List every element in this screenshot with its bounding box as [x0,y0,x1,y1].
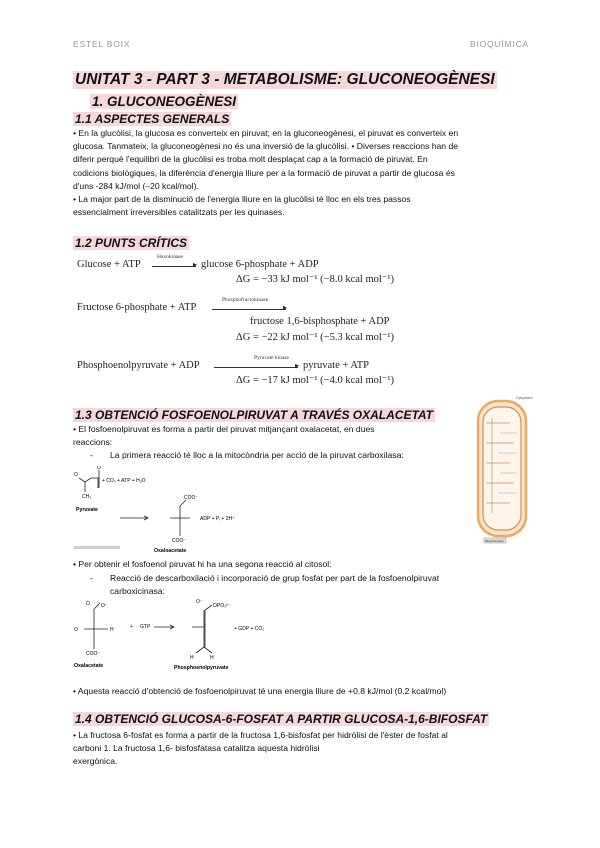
text-line: carboni 1. La fructosa 1,6- bisfosfatasa catalitza aquesta hidròlisi [73,743,320,754]
text-line: carboxicinasa: [110,586,165,597]
pyruvate-carboxylase-scheme [74,466,294,556]
atom-label: COO⁻ [184,495,199,501]
paragraph-citosol [73,558,525,571]
oxalacetate-structure [84,603,108,649]
reaction-2-right: fructose 1,6-bisphosphate + ADP [250,316,390,327]
mito-inner-membrane [483,407,521,530]
atom-label: O⁻ [101,603,108,609]
reaction-3-right: pyruvate + ATP [303,360,369,371]
scheme2-pep-label: Phosphoenolpyruvate [174,665,229,671]
text-line: essencialment irreversibles catalitzats per les quinases. [73,207,285,218]
pepck-scheme [74,597,314,677]
reaction-3-dg: ΔG = −17 kJ mol⁻¹ (−4.0 kcal mol⁻¹) [236,375,394,386]
atom-label: CH₃ [82,494,92,500]
subsection-1-1-title: 1.1 ASPECTES GENERALS [75,112,230,126]
pyruvate-structure [79,470,99,492]
atom-label: O [97,466,101,471]
scheme2-gtp: GTP [140,624,151,630]
oxaloacetate-structure [170,500,190,536]
atom-label: O⁻ [196,599,203,605]
page-title: UNITAT 3 - PART 3 - METABOLISME: GLUCONEOGÈNESI [75,71,495,88]
paragraph-glucosa-6-fosfat [73,729,533,769]
subsection-1-2-title: 1.2 PUNTS CRÍTICS [75,236,188,250]
paragraph-aspectes-generals [73,127,525,219]
atom-label: COO⁻ [86,651,101,657]
atom-label: + [130,624,133,630]
atom-label: OPO₃²⁻ [213,603,231,609]
reaction-3-enzyme: Pyruvate kinase [254,355,289,361]
paragraph-obtencio-fep [73,423,453,449]
reaction-1-enzyme: Hexokinase [157,254,183,260]
figure-credit [74,546,120,549]
atom-label: H [190,655,194,661]
scheme1-oxaloacetate-label: Oxaloacetate [154,548,187,554]
reaction-2-left: Fructose 6-phosphate + ATP [77,302,197,313]
paragraph-energia-lliure [73,685,543,698]
text-line: • Aquesta reacció d'obtenció de fosfoenolpiruvat té una energia lliure de +0.8 kJ/mol (0.2 kcal/mol) [73,686,447,696]
arrowhead-icon: ▸ [295,361,300,370]
scheme1-pyruvate-label: Pyruvate [76,507,98,513]
reaction-2-enzyme: Phosphofructokinase [222,297,269,303]
scheme1-reagents: + CO₂ + ATP + H₂O [102,478,146,484]
list-item-descarboxilacio [110,572,520,598]
reaction-arrow [212,309,286,310]
text-line: Reacció de descarboxilació i incorporació de grup fosfat per part de la fosfoenolpiruvat [110,573,440,583]
scheme1-products: ADP + Pᵢ + 2H⁺ [200,516,235,522]
text-line: reaccions: [73,437,113,448]
section-title: 1. GLUCONEOGÈNESI [92,94,237,109]
text-line: • El fosfoenolpiruvat es forma a partir del piruvat mitjançant oxalacetat, en dues [73,424,375,434]
reaction-arrow [214,367,298,368]
text-line: exergònica. [73,756,118,767]
list-dash: - [90,573,93,583]
atom-label: H [210,655,214,661]
scheme2-products: + GDP + CO₂ [234,626,265,632]
text-line: codicions biològiques, la diferència d'energia lliure per a la formació de piruvat a partir de glucosa és [73,167,455,178]
atom-label: COO⁻ [172,538,187,544]
list-item-reaccio-mitocondria: La primera reacció té lloc a la mitocòndria per acció de la piruvat carboxilasa: [110,450,404,460]
atom-label: O [74,627,78,633]
mitochondrion-label: Mitochondrion [485,539,504,543]
phosphoenolpyruvate-structure [192,605,212,653]
arrowhead-icon: ▸ [193,260,198,269]
header-author: ESTEL BOIX [73,39,131,49]
reaction-1-right: glucose 6-phosphate + ADP [201,259,319,270]
atom-label: O [74,472,78,478]
atom-label: O [86,601,90,607]
reaction-1-left: Glucose + ATP [77,259,141,270]
scheme2-oxalacetate-label: Oxalacetate [74,663,104,669]
subsection-1-4-title: 1.4 OBTENCIÓ GLUCOSA-6-FOSFAT A PARTIR GLUCOSA-1,6-BIFOSFAT [75,712,488,726]
text-line: • Per obtenir el fosfoenol piruvat hi ha una segona reacció al citosol: [73,559,332,569]
reaction-1-dg: ΔG = −33 kJ mol⁻¹ (−8.0 kcal mol⁻¹) [236,274,394,285]
text-line: • En la glucòlisi, la glucosa es converteix en piruvat; en la gluconeogènesi, el piruvat es converteix en [73,128,459,138]
reaction-arrow [152,266,196,267]
text-line: d'uns -284 kJ/mol (–20 kcal/mol). [73,180,199,191]
atom-label: H [110,627,114,633]
header-subject: BIOQUÍMICA [470,39,530,49]
mitochondrion-diagram [470,393,536,545]
subsection-1-3-title: 1.3 OBTENCIÓ FOSFOENOLPIRUVAT A TRAVÉS OXALACETAT [75,408,434,422]
reaction-2-dg: ΔG = −22 kJ mol⁻¹ (−5.3 kcal mol⁻¹) [236,332,394,343]
reaction-3-left: Phosphoenolpyruvate + ADP [77,360,200,371]
text-line: • La fructosa 6-fosfat es forma a partir de la fructosa 1,6-bisfosfat per hidròlisi de l'èster de fosfat al [73,730,448,740]
cytoplasm-label: Cytoplasm [516,396,533,400]
text-line: • La major part de la disminució de l'energia lliure en la glucòlisi té lloc en els tres passos [73,194,411,205]
text-line: glucosa. Tanmateix, la gluconeogènesi no és una inversió de la glucòlisi. • Diverses reaccions han de [73,141,459,152]
arrowhead-icon: ▸ [283,303,288,312]
list-dash: - [90,450,93,460]
text-line: diferir perquè l'equilibri de la glucòlisi es troba molt desplaçat cap a la formació de piruvat. En [73,154,428,165]
